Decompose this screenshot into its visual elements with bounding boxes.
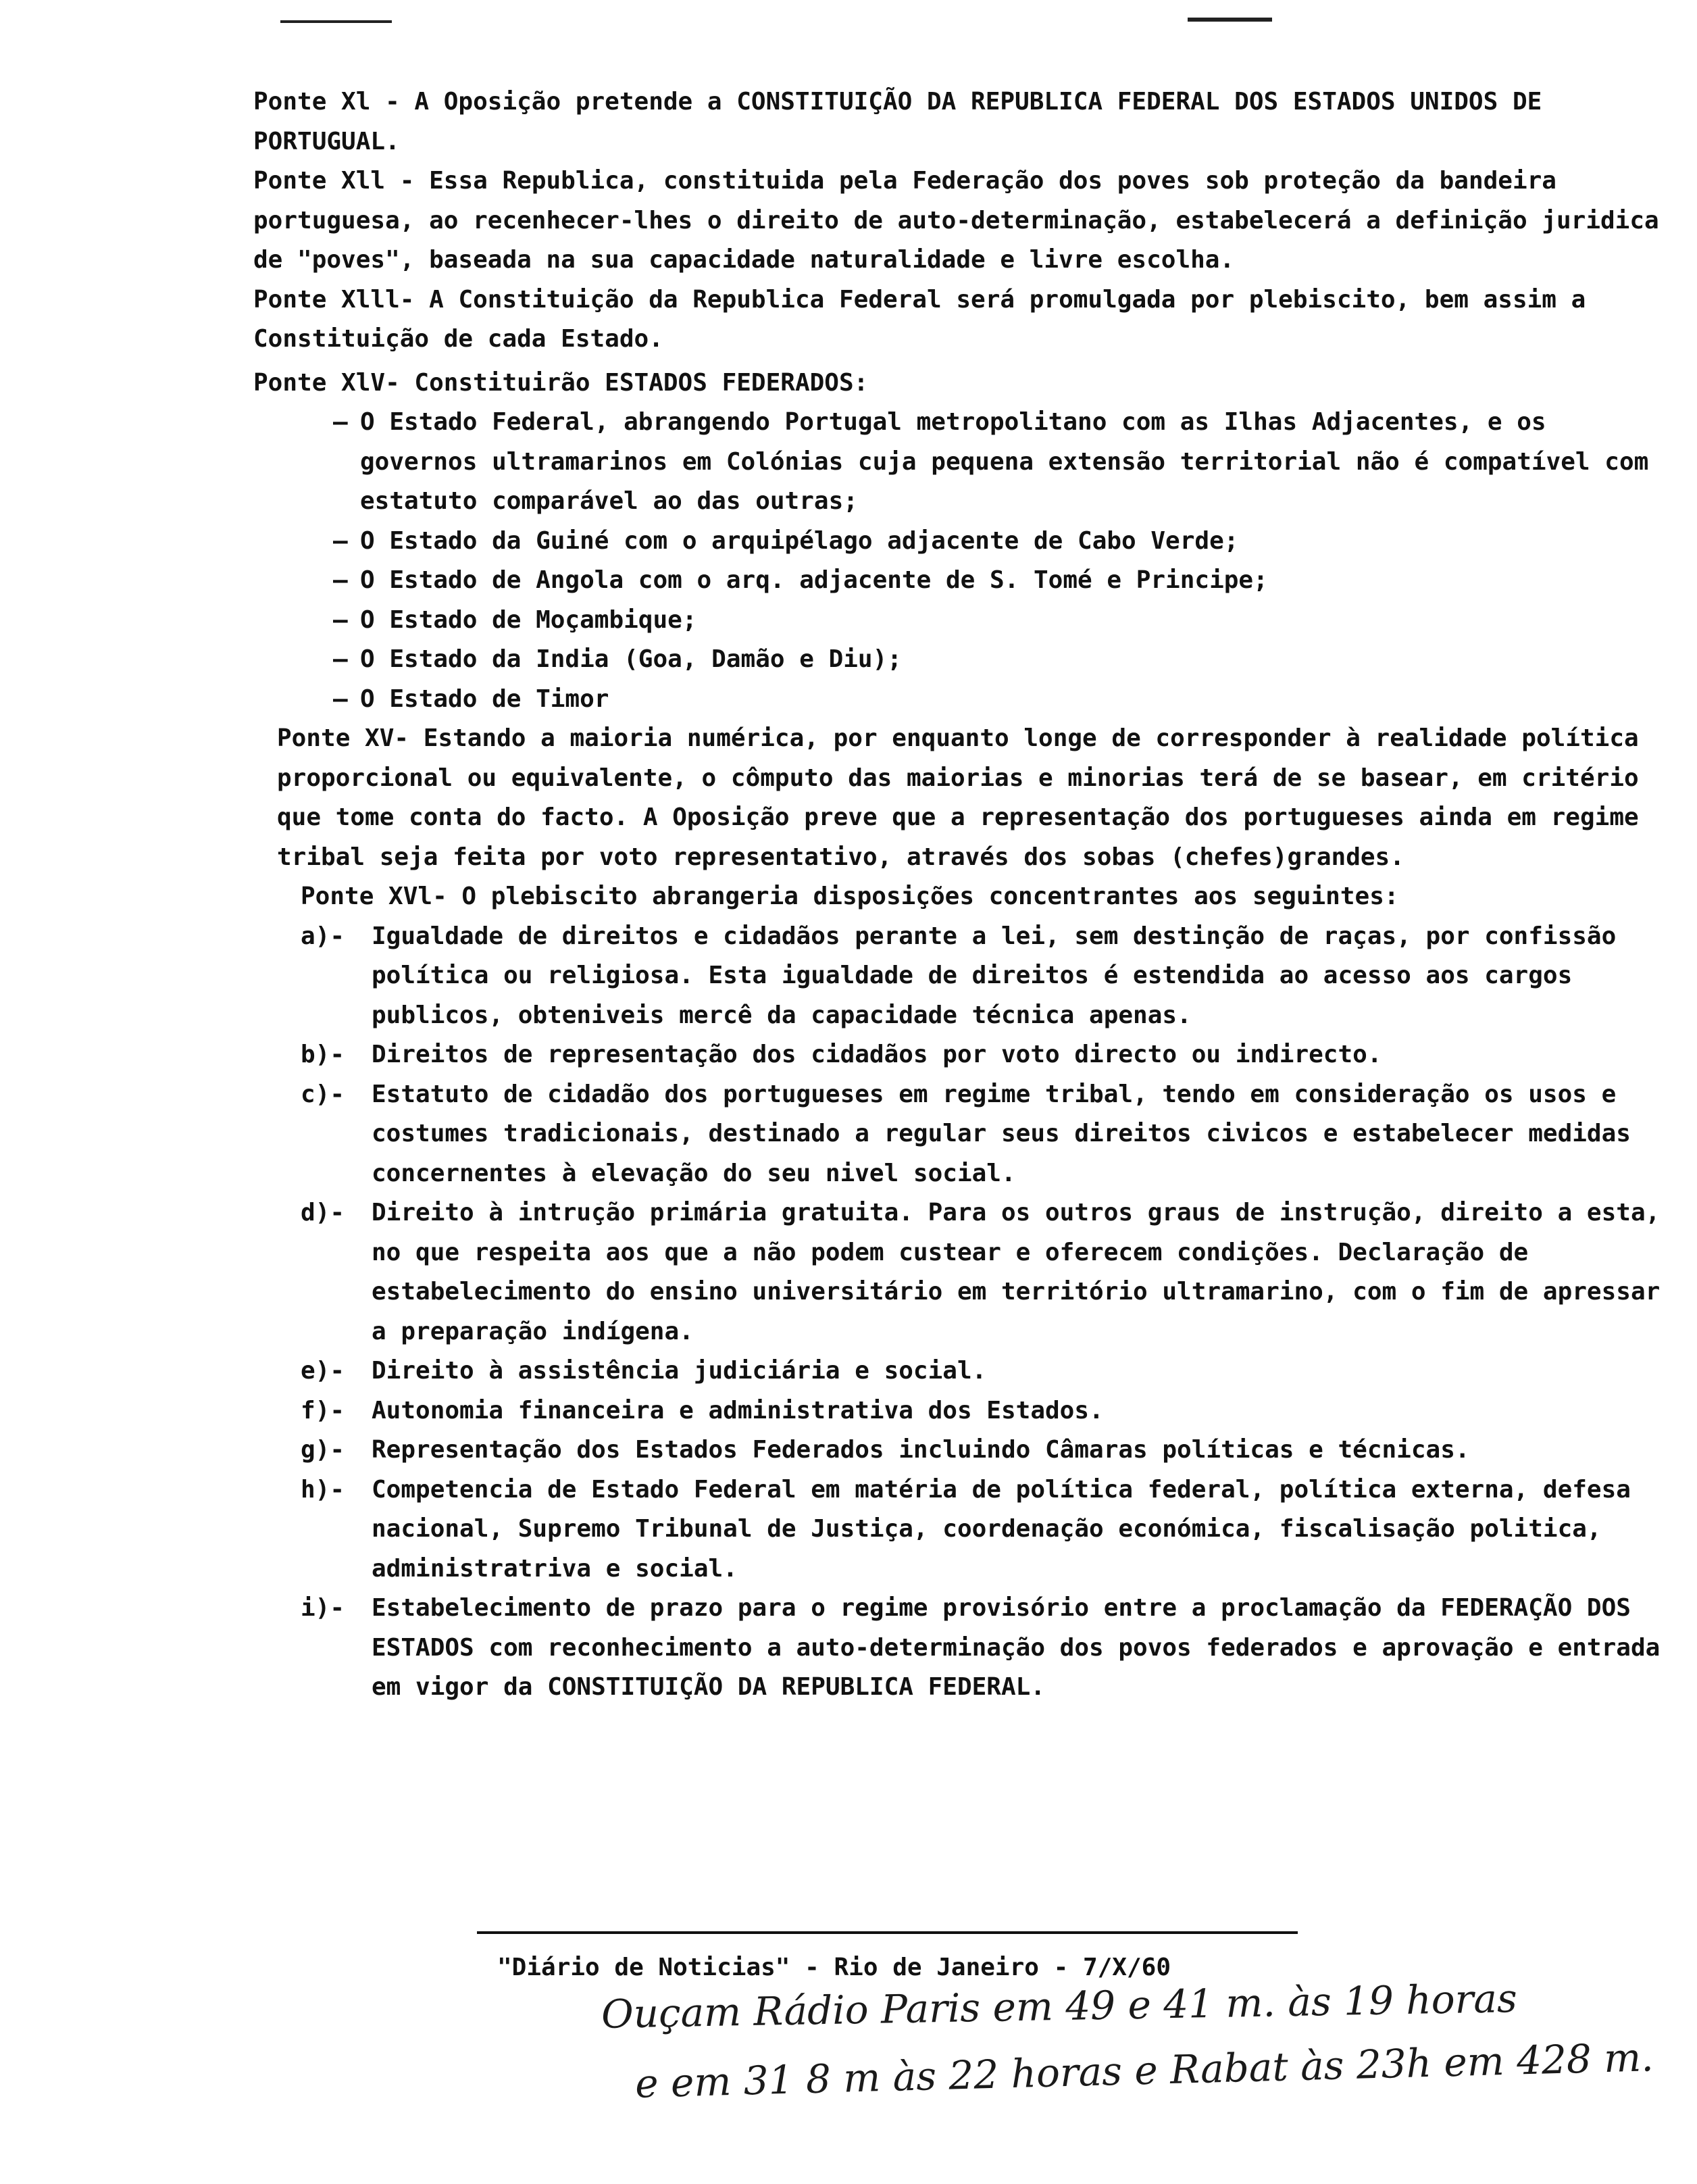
scan-mark-right xyxy=(1188,18,1272,22)
item-label: g)- xyxy=(301,1436,345,1464)
paragraph-ponto-xv xyxy=(277,719,1669,877)
paragraph-lead: Ponte XV xyxy=(277,724,395,752)
list-item xyxy=(301,1035,1669,1075)
list-item: – O Estado da Guiné com o arquipélago adjacente de Cabo Verde; xyxy=(333,522,1669,562)
item-label: d)- xyxy=(301,1199,345,1226)
item-text: Estatuto de cidadão dos portugueses em regime tribal, tendo em consideração os usos e costumes tradicionais, destinado a regular seus direitos civicos e estabelecer medidas concernentes à elevação do seu nivel social. xyxy=(372,1080,1631,1187)
state-text: O Estado da Guiné com o arquipélago adjacente de Cabo Verde; xyxy=(360,526,1239,555)
item-text: Representação dos Estados Federados incluindo Câmaras políticas e técnicas. xyxy=(372,1436,1470,1464)
list-item: – O Estado da India (Goa, Damão e Diu); xyxy=(333,640,1669,680)
paragraph-lead: Ponte Xll xyxy=(253,167,386,195)
item-label: e)- xyxy=(301,1357,345,1385)
citation-divider xyxy=(477,1931,1298,1934)
item-label: c)- xyxy=(301,1080,345,1108)
states-list xyxy=(333,403,1669,719)
paragraph-text: - A Oposição pretende a CONSTITUIÇÃO DA REPUBLICA FEDERAL DOS ESTADOS UNIDOS DE PORTUGUAL. xyxy=(253,88,1542,155)
item-text: Igualdade de direitos e cidadãos perante a lei, sem destinção de raças, por confissão política ou religiosa. Esta igualdade de direitos é estendida ao acesso aos cargos publicos, obteniveis mercê da capacidade técnica apenas. xyxy=(372,922,1617,1029)
paragraph-text: - A Constituição da Republica Federal será promulgada por plebiscito, bem assim a Constituição de cada Estado. xyxy=(253,285,1586,353)
list-item xyxy=(301,917,1669,1036)
plebiscite-items xyxy=(301,917,1669,1708)
item-text: Direitos de representação dos cidadãos por voto directo ou indirecto. xyxy=(372,1041,1382,1068)
item-label: h)- xyxy=(301,1475,345,1504)
item-text: Direito à assistência judiciária e social. xyxy=(372,1357,987,1385)
state-text: O Estado de Timor xyxy=(360,685,609,713)
list-item xyxy=(301,1193,1669,1351)
states-heading xyxy=(253,364,1669,403)
paragraph-text: - Essa Republica, constituida pela Federação dos poves sob proteção da bandeira portuguesa, ao recenhecer-lhes o direito de auto-determinação, estabelecerá a definição juridica de "poves", baseada na sua capacidade naturalidade e livre escolha. xyxy=(253,167,1659,274)
scan-mark-left xyxy=(280,20,392,23)
list-item xyxy=(301,1431,1669,1470)
item-text: Direito à intrução primária gratuita. Para os outros graus de instrução, direito a esta, no que respeita aos que a não podem custear e oferecem condições. Declaração de estabelecimento do ensino universitário em território ultramarino, com o fim de apressar a preparação indígena. xyxy=(372,1199,1661,1345)
state-text: O Estado da India (Goa, Damão e Diu); xyxy=(360,645,902,673)
handwritten-note-line-1: Ouçam Rádio Paris em 49 e 41 m. às 19 horas xyxy=(601,1975,1518,2037)
document-page xyxy=(253,82,1669,1708)
handwritten-note-line-2: e em 31 8 m às 22 horas e Rabat às 23h em 428 m. xyxy=(634,2034,1654,2107)
list-item xyxy=(301,1351,1669,1391)
item-text: Estabelecimento de prazo para o regime provisório entre a proclamação da FEDERAÇÃO DOS ESTADOS com reconhecimento a auto-determinação dos povos federados e aprovação e entrada em vigor da CONSTITUIÇÃO DA REPUBLICA FEDERAL. xyxy=(372,1594,1661,1701)
state-text: O Estado de Moçambique; xyxy=(360,605,697,634)
list-item: – O Estado de Timor xyxy=(333,680,1669,720)
paragraph-lead: Ponte Xlll xyxy=(253,285,400,314)
item-text: Competencia de Estado Federal em matéria de política federal, política externa, defesa nacional, Supremo Tribunal de Justiça, coordenação económica, fiscalisação politica, administratriva e social. xyxy=(372,1475,1631,1583)
item-label: b)- xyxy=(301,1041,345,1068)
paragraph-ponto-xvi xyxy=(301,877,1669,917)
paragraph-lead: Ponte XlV xyxy=(253,368,386,397)
paragraph-ponto-xi xyxy=(253,82,1669,162)
paragraph-text: - Constituirão ESTADOS FEDERADOS: xyxy=(385,368,869,397)
list-item: – O Estado de Moçambique; xyxy=(333,601,1669,641)
citation: "Diário de Noticias" - Rio de Janeiro - 7/X/60 xyxy=(497,1954,1171,1981)
state-text: O Estado Federal, abrangendo Portugal metropolitano com as Ilhas Adjacentes, e os governos ultramarinos em Colónias cuja pequena extensão territorial não é compatível com estatuto comparável ao das outras; xyxy=(360,408,1649,515)
item-label: a)- xyxy=(301,922,345,950)
paragraph-lead: Ponte XVl xyxy=(301,883,433,910)
paragraph-text: - O plebiscito abrangeria disposições concentrantes aos seguintes: xyxy=(432,883,1399,910)
list-item xyxy=(301,1470,1669,1589)
list-item: – O Estado Federal, abrangendo Portugal metropolitano com as Ilhas Adjacentes, e os governos ultramarinos em Colónias cuja pequena extensão territorial não é compatível com estatuto comparável ao das outras; xyxy=(333,403,1669,522)
state-text: O Estado de Angola com o arq. adjacente de S. Tomé e Principe; xyxy=(360,566,1268,594)
list-item: – O Estado de Angola com o arq. adjacente de S. Tomé e Principe; xyxy=(333,561,1669,601)
paragraph-ponto-xiii xyxy=(253,280,1669,359)
list-item xyxy=(301,1075,1669,1194)
item-label: f)- xyxy=(301,1396,345,1424)
paragraph-lead: Ponte Xl xyxy=(253,88,371,116)
paragraph-ponto-xii xyxy=(253,162,1669,280)
list-item xyxy=(301,1391,1669,1431)
item-text: Autonomia financeira e administrativa dos Estados. xyxy=(372,1396,1104,1424)
paragraph-text: - Estando a maioria numérica, por enquanto longe de corresponder à realidade política proporcional ou equivalente, o cômputo das maiorias e minorias terá de se basear, em critério que tome conta do facto. A Oposição preve que a representação dos portugueses ainda em regime tribal seja feita por voto representativo, através dos sobas (chefes)grandes. xyxy=(277,724,1639,871)
list-item xyxy=(301,1589,1669,1708)
item-label: i)- xyxy=(301,1594,345,1622)
